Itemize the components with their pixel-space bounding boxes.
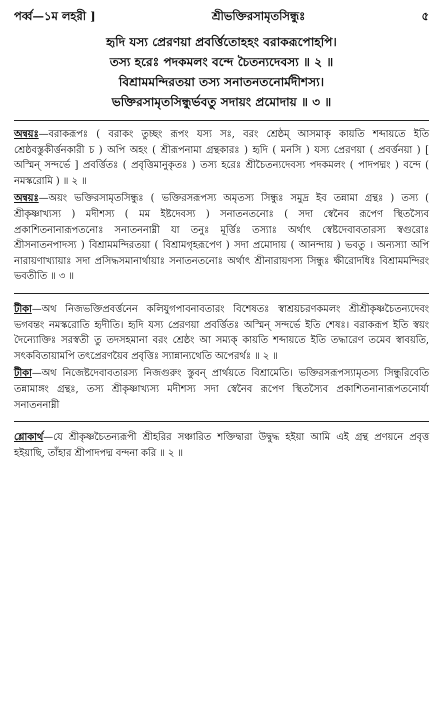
verse-line: ভক্তিরসামৃতসিন্ধুর্ভবতু সদায়ং প্রমোদায় ॥ ৩ ॥ xyxy=(111,95,332,109)
tika-paragraph-1 xyxy=(14,302,429,364)
verse-line: তস্য হরেঃ পদকমলং বন্দে চৈতন্যদেবস্য ॥ ২ ॥ xyxy=(109,55,334,69)
anvaya-paragraph-1 xyxy=(14,127,429,189)
anvaya-text: —বরাকরূপঃ ( বরাকং তুচ্ছং রূপং যস্য সঃ, বরং শ্রেষ্ঠম্ আসমাকৃ কায়তি শব্দায়তে ইতি শ্রেষ্ঠবস্তুকীর্ত্তনকারী চ ) অপি অহং ( শ্রীরূপনামা গ্রন্থকারঃ ) হৃদি ( মনসি ) যস্য প্রেরণয়া ( প্রবর্ত্তনয়া ) [ অস্মিন্ সন্দর্ভে ] প্রবর্ত্তিতঃ ( প্রবৃত্তিমানুকৃতঃ ) তস্য হরেঃ শ্রীচৈতন্যদেবস্য পদকমলং ( পাদপদ্মং ) বন্দে ( নমস্করোমি ) ॥ ২ ॥ xyxy=(14,129,429,187)
shlokartha-text: —যে শ্রীকৃষ্ণচৈতন্যরূপী শ্রীহরির সঞ্চারিত শক্তিদ্বারা উদ্বুদ্ধ হইয়া আমি এই গ্রন্থ প্রণয়নে প্রবৃত্ত হইয়াছি, তাঁহার শ্রীপাদপদ্ম বন্দনা করি ॥ ২ ॥ xyxy=(14,432,429,459)
tika-label: টীকা xyxy=(14,368,32,380)
verse-line: হৃদি যস্য প্রেরণয়া প্রবর্ত্তিতোহহং বরাকরূপোহপি। xyxy=(106,35,337,49)
anvaya-label: অন্বয়ঃ xyxy=(14,193,39,205)
divider-middle xyxy=(14,293,429,294)
tika-text: —অথ নিজভক্তিপ্রবর্ত্তনেন কলিযুগপাবনাবতারং বিশেষতঃ স্বাশ্রয়চরণকমলং শ্রীশ্রীকৃষ্ণচৈতন্যদেবং ভগবন্তং নমস্করোতি হৃদীতি। হৃদি যস্য প্রেরণয়া প্রবর্ত্তিতঃ অস্মিন্ সন্দর্ভে ইতি শেষঃ। বরাকরূপ ইতি স্বয়ং দৈন্যোক্তিঃ সরস্বতী তু তদসহমানা বরং শ্রেষ্ঠং আ সম্যক্ কায়তি শব্দায়তে ইতি তদ্ধারেণ তমেব স্বাবয়তি, সৎকবিতায়ামপি তৎপ্রেরণয়ৈব প্রবৃত্তিঃ স্যান্নান্যথেতি অপেরর্থঃ ॥ ২ ॥ xyxy=(14,303,429,362)
header-title: শ্রীভক্তিরসামৃতসিন্ধুঃ xyxy=(211,9,306,23)
tika-text: —অথ নিজেষ্টদেবাবতারস্য নিজগুরুং স্তুবন্ প্রার্থয়তে বিশ্রামেতি। ভক্তিরসরূপস্যামৃতস্য সিন্ধুরিবেতি তন্নামাঙ্গং গ্রন্থঃ, তস্য শ্রীকৃষ্ণাখ্যস্য মদীশস্য সদা স্বেনৈব রূপেণ স্থিতস্যৈব প্রকাশিতনানারূপতনোর্যা সনাতননাম্নী xyxy=(14,368,429,411)
tika-paragraph-2 xyxy=(14,366,429,413)
running-header xyxy=(14,8,429,26)
shlokartha-label: শ্লোকার্থ xyxy=(14,432,44,444)
divider-top xyxy=(14,120,429,121)
page-number: ৫ xyxy=(421,9,429,23)
tika-label: টীকা xyxy=(14,303,32,315)
verse-line: বিশ্রামমন্দিরতয়া তস্য সনাতনতনোর্মদীশস্য। xyxy=(118,75,325,89)
anvaya-text: —অয়ং ভক্তিরসামৃতসিন্ধুঃ ( ভক্তিরসরূপস্য অমৃতস্য সিন্ধুঃ সমুদ্র ইব তন্নামা গ্রন্থঃ ) তস্য ( শ্রীকৃষ্ণাখ্যস্য ) মদীশস্য ( মম ইষ্টদেবস্য ) সনাতনতনোঃ ( সদা স্বেনৈব রূপেণ স্থিতস্যৈব প্রকাশিতনানারূপতনোঃ সনাতননাম্নী যা তনুঃ মূর্ত্তিঃ তস্যাঃ অর্থাৎ স্বেষ্টদেবাবতারস্য স্বগুরোঃ শ্রীসনাতনপাদস্য ) বিশ্রামমন্দিরতয়া ( বিশ্রামগৃহরূপেণ ) সদা প্রমোদায় ( আনন্দায় ) ভবতু । অন্যস্যা অপি নারায়ণাখ্যায়াঃ সদা প্রসিদ্ধসমানার্থায়াঃ সনাতনতনোঃ অর্থাৎ শ্রীনারায়ণস্য সিন্ধুঃ ক্ষীরোদধিঃ বিশ্রামমন্দিরং ভবতীতি ॥ ৩ ॥ xyxy=(14,193,429,283)
divider-bottom xyxy=(14,421,429,422)
header-section: পর্ব্ব—১ম লহরী ] xyxy=(14,9,96,23)
shlokartha-paragraph xyxy=(14,430,429,461)
anvaya-label: অন্বয়ঃ xyxy=(14,129,39,140)
anvaya-paragraph-2 xyxy=(14,191,429,285)
sanskrit-verse xyxy=(14,32,429,112)
